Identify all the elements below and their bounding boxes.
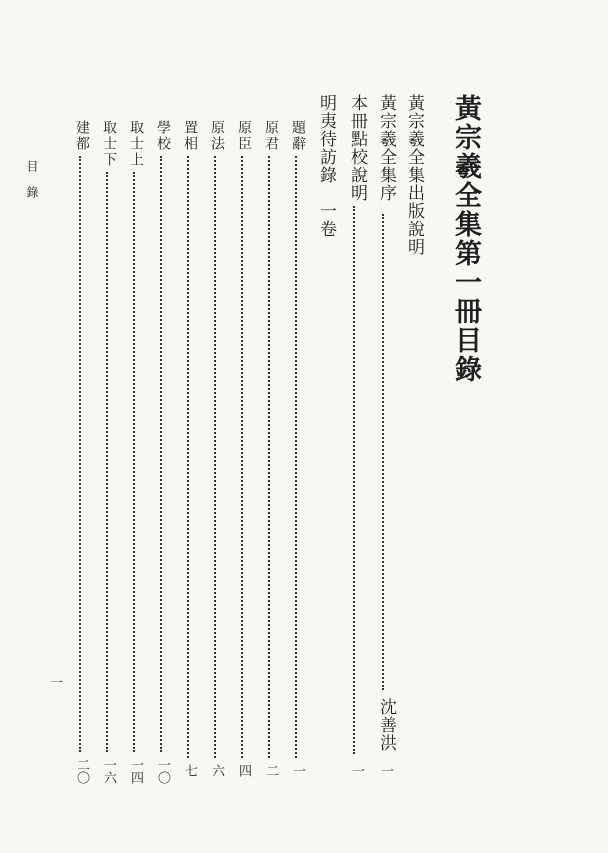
toc-entry-collation-note: 本冊點校說明 [347, 94, 367, 202]
leader-dots [214, 156, 216, 758]
book-title: 明夷待訪錄 一卷 [316, 94, 336, 238]
leader-dots [106, 172, 108, 752]
toc-entry-preface: 黃宗羲全集序 [376, 94, 396, 202]
toc-entry: 原君 [263, 120, 279, 152]
page-number: 一 [349, 764, 364, 777]
leader-dots [353, 206, 355, 754]
page-number: 一 [378, 764, 393, 777]
leader-dots [295, 156, 297, 758]
page-number: 二〇 [74, 758, 89, 784]
page-number: 七 [182, 764, 197, 777]
toc-entry: 原臣 [236, 120, 252, 152]
page-number: 六 [209, 764, 224, 777]
leader-dots [268, 156, 270, 758]
toc-entry-publication-note: 黃宗羲全集出版說明 [404, 94, 424, 256]
toc-entry: 取士下 [101, 120, 117, 168]
page-number: 一 [290, 764, 305, 777]
leader-dots [241, 156, 243, 758]
folio-number: 一 [50, 676, 64, 691]
toc-entry: 取士上 [128, 120, 144, 168]
page-number: 二 [263, 764, 278, 777]
leader-dots [160, 156, 162, 752]
toc-entry: 原法 [209, 120, 225, 152]
page-number: 一〇 [155, 758, 170, 784]
leader-dots [133, 172, 135, 752]
page-number: 四 [236, 764, 251, 777]
leader-dots [187, 156, 189, 758]
page-title: 黃宗羲全集第一冊目錄 [450, 94, 481, 384]
toc-entry: 學校 [155, 120, 171, 152]
toc-entry: 置相 [182, 120, 198, 152]
running-header: 目錄 [25, 160, 39, 212]
toc-entry: 建都 [74, 120, 90, 152]
toc-entry: 題辭 [290, 120, 306, 152]
page-number: 一四 [128, 758, 143, 784]
page-number: 一六 [101, 758, 116, 784]
leader-dots [382, 214, 384, 690]
leader-dots [79, 156, 81, 752]
toc-entry-author: 沈善洪 [376, 698, 396, 752]
